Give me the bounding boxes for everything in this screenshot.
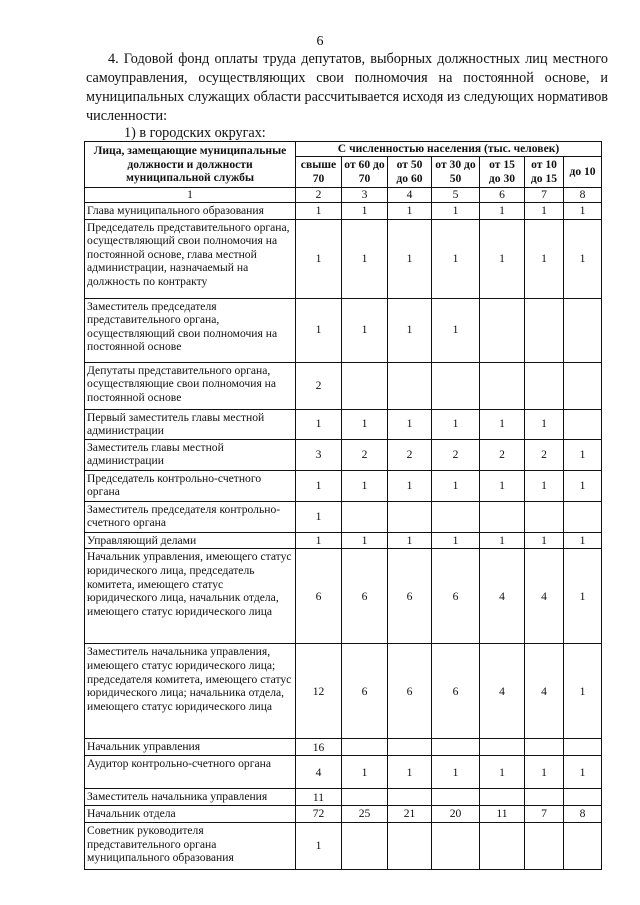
value-cell: 4 <box>525 644 564 739</box>
table-row <box>85 298 602 362</box>
position-name-cell: Заместитель главы местной администрации <box>85 439 296 470</box>
value-cell: 1 <box>564 756 602 789</box>
column-header: от 10 до 15 <box>525 157 564 188</box>
value-cell: 1 <box>432 409 480 439</box>
position-name-cell: Заместитель председателя контрольно-счетного органа <box>85 501 296 532</box>
value-cell: 1 <box>342 203 388 220</box>
index-cell: 3 <box>342 188 388 203</box>
position-name-cell: Председатель представительного органа, осуществляющий свои полномочия на постоянной основе, глава местной администрации, назначаемый на должность по контракту <box>85 219 296 298</box>
table-row <box>85 409 602 439</box>
staffing-norms-table <box>84 141 602 870</box>
value-cell: 6 <box>342 549 388 644</box>
value-cell: 1 <box>342 532 388 549</box>
value-cell: 4 <box>480 644 525 739</box>
value-cell <box>564 298 602 362</box>
value-cell <box>525 362 564 409</box>
value-cell: 1 <box>342 470 388 501</box>
value-cell: 1 <box>342 219 388 298</box>
intro-paragraph: 4. Годовой фонд оплаты труда депутатов, выборных должностных лиц местного самоуправления, осуществляющих свои полномочия на постоянной основе, и муниципальных служащих области рассчитывается исходя из следующих нормативов численности: <box>86 51 608 124</box>
value-cell: 2 <box>480 439 525 470</box>
table-row <box>85 501 602 532</box>
column-header: от 50 до 60 <box>388 157 432 188</box>
value-cell: 72 <box>296 806 342 823</box>
index-cell: 8 <box>564 188 602 203</box>
index-cell: 4 <box>388 188 432 203</box>
value-cell: 1 <box>388 203 432 220</box>
value-cell <box>432 822 480 869</box>
value-cell <box>480 298 525 362</box>
value-cell: 1 <box>525 470 564 501</box>
value-cell <box>432 739 480 756</box>
value-cell: 4 <box>480 549 525 644</box>
column-header: до 10 <box>564 157 602 188</box>
table-row <box>85 739 602 756</box>
value-cell: 1 <box>296 501 342 532</box>
table-row <box>85 219 602 298</box>
value-cell: 1 <box>296 409 342 439</box>
table-row <box>85 362 602 409</box>
value-cell: 6 <box>388 549 432 644</box>
column-header: от 15 до 30 <box>480 157 525 188</box>
value-cell: 1 <box>432 298 480 362</box>
value-cell <box>342 822 388 869</box>
value-cell: 1 <box>564 532 602 549</box>
table-row <box>85 806 602 823</box>
value-cell: 4 <box>296 756 342 789</box>
value-cell: 3 <box>296 439 342 470</box>
value-cell: 1 <box>480 532 525 549</box>
page-number: 6 <box>316 34 324 49</box>
value-cell: 1 <box>296 532 342 549</box>
value-cell: 4 <box>525 549 564 644</box>
value-cell: 1 <box>342 756 388 789</box>
index-cell: 7 <box>525 188 564 203</box>
value-cell: 1 <box>432 219 480 298</box>
value-cell <box>525 739 564 756</box>
value-cell <box>525 298 564 362</box>
value-cell <box>525 789 564 806</box>
value-cell <box>342 789 388 806</box>
position-name-cell: Председатель контрольно-счетного органа <box>85 470 296 501</box>
value-cell <box>388 501 432 532</box>
value-cell <box>342 501 388 532</box>
value-cell: 1 <box>296 822 342 869</box>
value-cell: 20 <box>432 806 480 823</box>
value-cell <box>432 362 480 409</box>
value-cell: 21 <box>388 806 432 823</box>
value-cell <box>564 501 602 532</box>
value-cell: 1 <box>525 756 564 789</box>
value-cell: 1 <box>480 756 525 789</box>
value-cell <box>480 739 525 756</box>
position-name-cell: Первый заместитель главы местной администрации <box>85 409 296 439</box>
value-cell: 1 <box>432 203 480 220</box>
table-row <box>85 549 602 644</box>
value-cell: 2 <box>525 439 564 470</box>
value-cell: 6 <box>432 644 480 739</box>
table-row <box>85 822 602 869</box>
position-name-cell: Начальник отдела <box>85 806 296 823</box>
value-cell <box>480 789 525 806</box>
column-header: свыше 70 <box>296 157 342 188</box>
value-cell: 1 <box>296 298 342 362</box>
value-cell <box>432 501 480 532</box>
value-cell: 1 <box>564 644 602 739</box>
table-row <box>85 789 602 806</box>
table-row <box>85 203 602 220</box>
value-cell: 1 <box>525 219 564 298</box>
value-cell: 1 <box>525 409 564 439</box>
index-cell: 5 <box>432 188 480 203</box>
position-name-cell: Начальник управления, имеющего статус юридического лица, председатель комитета, имеющего статус юридического лица, начальник отдела, имеющего статус юридического лица <box>85 549 296 644</box>
value-cell: 16 <box>296 739 342 756</box>
table-row <box>85 644 602 739</box>
value-cell <box>564 789 602 806</box>
value-cell: 6 <box>296 549 342 644</box>
value-cell: 1 <box>480 409 525 439</box>
value-cell <box>388 739 432 756</box>
position-name-cell: Депутаты представительного органа, осуществляющие свои полномочия на постоянной основе <box>85 362 296 409</box>
value-cell <box>388 822 432 869</box>
position-name-cell: Глава муниципального образования <box>85 203 296 220</box>
value-cell <box>342 362 388 409</box>
value-cell <box>480 822 525 869</box>
value-cell: 7 <box>525 806 564 823</box>
position-name-cell: Аудитор контрольно-счетного органа <box>85 756 296 789</box>
value-cell: 6 <box>432 549 480 644</box>
index-cell: 2 <box>296 188 342 203</box>
value-cell: 2 <box>342 439 388 470</box>
table-row <box>85 470 602 501</box>
value-cell <box>564 739 602 756</box>
value-cell <box>432 789 480 806</box>
value-cell <box>564 409 602 439</box>
value-cell: 1 <box>388 219 432 298</box>
value-cell: 1 <box>388 298 432 362</box>
value-cell: 1 <box>480 470 525 501</box>
value-cell: 1 <box>388 756 432 789</box>
value-cell: 11 <box>296 789 342 806</box>
value-cell <box>480 501 525 532</box>
position-name-cell: Советник руководителя представительного органа муниципального образования <box>85 822 296 869</box>
value-cell <box>388 362 432 409</box>
value-cell: 1 <box>342 409 388 439</box>
value-cell: 1 <box>296 219 342 298</box>
value-cell: 1 <box>388 470 432 501</box>
value-cell: 1 <box>564 549 602 644</box>
table-row <box>85 532 602 549</box>
value-cell: 1 <box>432 532 480 549</box>
position-header: Лица, замещающие муниципальные должности и должности муниципальной службы <box>85 142 296 188</box>
value-cell: 25 <box>342 806 388 823</box>
index-cell: 1 <box>85 188 296 203</box>
value-cell: 1 <box>342 298 388 362</box>
value-cell <box>388 789 432 806</box>
value-cell <box>525 501 564 532</box>
value-cell: 1 <box>388 532 432 549</box>
value-cell: 1 <box>296 203 342 220</box>
value-cell: 1 <box>564 203 602 220</box>
table-row <box>85 756 602 789</box>
table-row <box>85 439 602 470</box>
column-header: от 60 до 70 <box>342 157 388 188</box>
value-cell: 1 <box>432 756 480 789</box>
value-cell: 1 <box>388 409 432 439</box>
value-cell: 2 <box>432 439 480 470</box>
value-cell: 1 <box>564 439 602 470</box>
value-cell: 1 <box>564 219 602 298</box>
population-header: С численностью населения (тыс. человек) <box>296 142 602 157</box>
position-name-cell: Начальник управления <box>85 739 296 756</box>
value-cell <box>564 362 602 409</box>
value-cell: 2 <box>296 362 342 409</box>
index-cell: 6 <box>480 188 525 203</box>
position-name-cell: Заместитель начальника управления, имеющего статус юридического лица; председателя комитета, имеющего статус юридического лица; начальника отдела, имеющего статус юридического лица <box>85 644 296 739</box>
value-cell: 8 <box>564 806 602 823</box>
value-cell: 1 <box>525 203 564 220</box>
value-cell: 6 <box>388 644 432 739</box>
value-cell: 1 <box>480 203 525 220</box>
value-cell <box>564 822 602 869</box>
position-name-cell: Управляющий делами <box>85 532 296 549</box>
value-cell: 1 <box>480 219 525 298</box>
value-cell <box>525 822 564 869</box>
column-header: от 30 до 50 <box>432 157 480 188</box>
value-cell: 1 <box>296 470 342 501</box>
position-name-cell: Заместитель начальника управления <box>85 789 296 806</box>
value-cell: 1 <box>432 470 480 501</box>
value-cell: 12 <box>296 644 342 739</box>
value-cell <box>480 362 525 409</box>
position-name-cell: Заместитель председателя представительного органа, осуществляющий свои полномочия на постоянной основе <box>85 298 296 362</box>
subheading: 1) в городских округах: <box>124 125 266 141</box>
value-cell: 11 <box>480 806 525 823</box>
value-cell: 1 <box>564 470 602 501</box>
value-cell <box>342 739 388 756</box>
value-cell: 2 <box>388 439 432 470</box>
value-cell: 1 <box>525 532 564 549</box>
value-cell: 6 <box>342 644 388 739</box>
